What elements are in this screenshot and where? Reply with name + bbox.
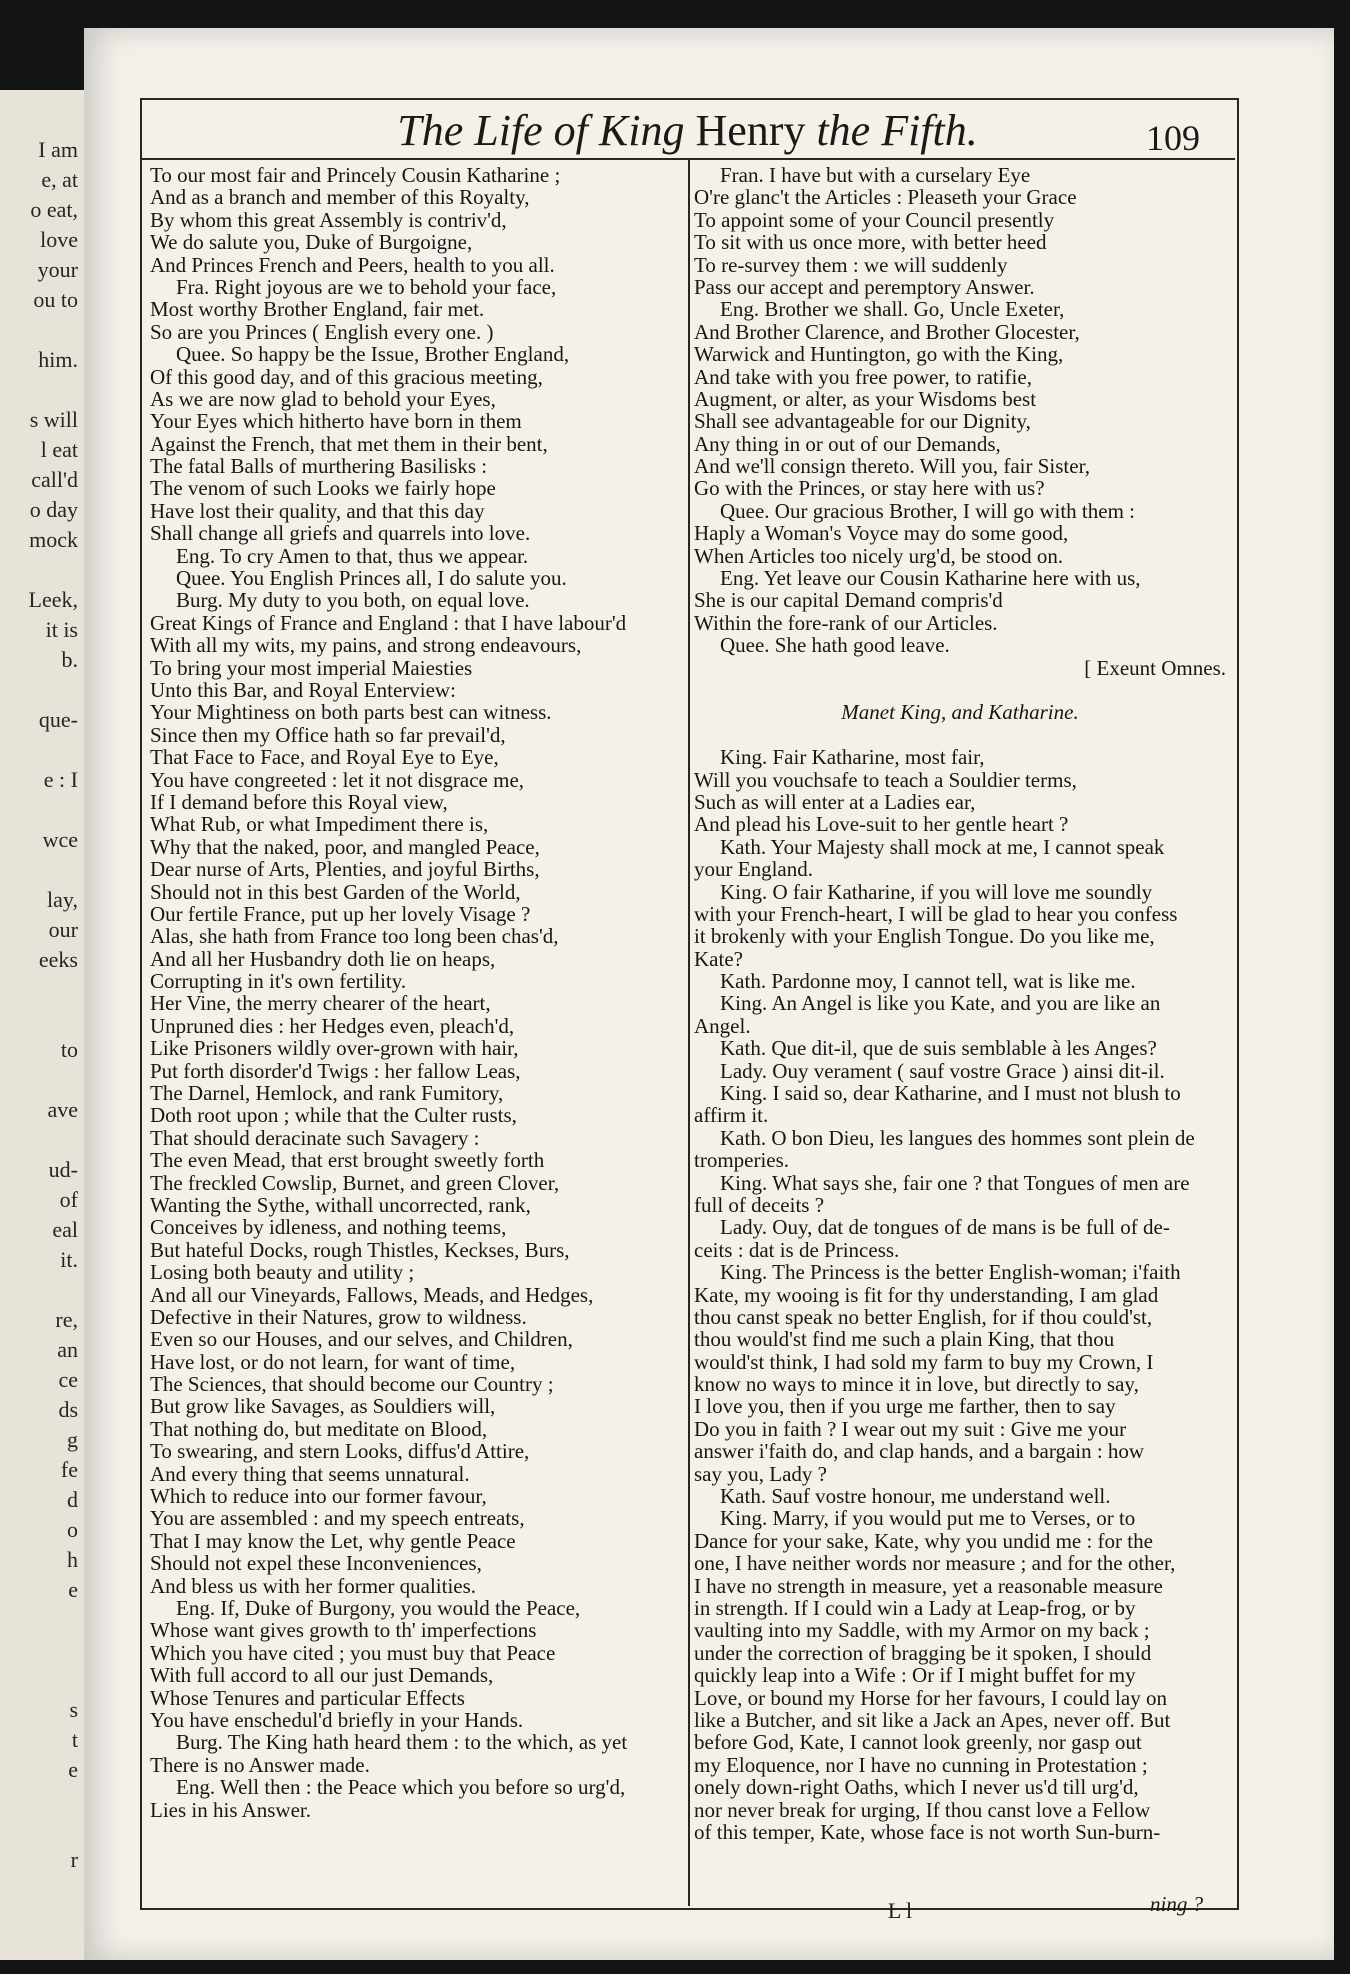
text-line: That Face to Face, and Royal Eye to Eye, <box>150 745 499 770</box>
previous-page-fragment: him. <box>38 347 78 372</box>
text-line: Unto this Bar, and Royal Enterview: <box>150 677 456 702</box>
text-line: Doth root upon ; while that the Culter rusts, <box>150 1103 517 1128</box>
text-line: When Articles too nicely urg'd, be stood on. <box>694 543 1064 568</box>
running-head-ordinal: the Fifth. <box>816 106 978 155</box>
text-line: With full accord to all our just Demands, <box>150 1663 494 1688</box>
text-line: That nothing do, but meditate on Blood, <box>150 1416 488 1441</box>
text-line: Such as will enter at a Ladies ear, <box>694 789 976 814</box>
text-line <box>694 679 1226 701</box>
text-line: [ Exeunt Omnes. <box>1084 655 1226 680</box>
text-line: That should deracinate such Savagery : <box>150 1125 480 1150</box>
text-line: Should not in this best Garden of the World, <box>150 879 521 904</box>
text-line: Like Prisoners wildly over-grown with hair, <box>150 1036 519 1061</box>
previous-page-fragment: our <box>48 917 78 942</box>
text-line: Any thing in or out of our Demands, <box>694 431 1001 456</box>
text-line: Alas, she hath from France too long been chas'd, <box>150 924 559 949</box>
previous-page-fragment: an <box>57 1337 78 1362</box>
previous-page-fragment: d <box>67 1487 78 1512</box>
text-line: Lady. Ouy verament ( sauf vostre Grace ) ainsi dit-il. <box>720 1058 1165 1083</box>
text-line: Do you in faith ? I wear out my suit : Give me your <box>694 1416 1127 1441</box>
text-line: King. An Angel is like you Kate, and you are like an <box>720 991 1161 1016</box>
text-line: Of this good day, and of this gracious meeting, <box>150 364 543 389</box>
text-line: Put forth disorder'd Twigs : her fallow Leas, <box>150 1058 521 1083</box>
text-line: Haply a Woman's Voyce may do some good, <box>694 521 1069 546</box>
text-line: Eng. Yet leave our Cousin Katharine here with us, <box>720 566 1141 591</box>
text-line: Kath. Sauf vostre honour, me understand well. <box>720 1484 1111 1509</box>
text-line: Eng. Well then : the Peace which you before so urg'd, <box>176 1775 626 1800</box>
text-line: King. Fair Katharine, most fair, <box>720 745 985 770</box>
text-line: Quee. She hath good leave. <box>720 633 950 658</box>
text-line: I love you, then if you urge me farther, then to say <box>694 1394 1116 1419</box>
text-line: Against the French, that met them in their bent, <box>150 431 548 456</box>
right-text-column <box>694 164 1226 1843</box>
text-line: Fra. Right joyous are we to behold your face, <box>176 274 557 299</box>
text-line: And plead his Love-suit to her gentle heart ? <box>694 812 1069 837</box>
text-line: Pass our accept and peremptory Answer. <box>694 274 1035 299</box>
previous-page-fragment: eeks <box>38 947 78 972</box>
text-line: The Sciences, that should become our Country ; <box>150 1372 554 1397</box>
text-line: Whose want gives growth to th' imperfections <box>150 1618 537 1643</box>
text-line: Burg. The King hath heard them : to the which, as yet <box>176 1730 628 1755</box>
text-line: And all her Husbandry doth lie on heaps, <box>150 946 496 971</box>
previous-page-fragment: o day <box>29 497 78 522</box>
text-line: before God, Kate, I cannot look greenly, nor gasp out <box>694 1730 1142 1755</box>
text-line: And take with you free power, to ratifie, <box>694 364 1032 389</box>
text-line: And all our Vineyards, Fallows, Meads, and Hedges, <box>150 1282 594 1307</box>
running-head <box>140 106 1235 156</box>
text-line <box>694 724 1226 746</box>
text-line: Even so our Houses, and our selves, and Children, <box>150 1327 573 1352</box>
text-line: Kath. Your Majesty shall mock at me, I cannot speak <box>720 834 1165 859</box>
text-line: Your Eyes which hitherto have born in them <box>150 409 522 434</box>
text-line: Quee. Our gracious Brother, I will go with them : <box>720 498 1135 523</box>
text-line: Losing both beauty and utility ; <box>150 1260 415 1285</box>
text-line: King. I said so, dear Katharine, and I must not blush to <box>720 1081 1181 1106</box>
left-text-column <box>150 164 670 1821</box>
text-line: say you, Lady ? <box>694 1461 827 1486</box>
text-line: in strength. If I could win a Lady at Leap-frog, or by <box>694 1596 1136 1620</box>
text-line: King. What says she, fair one ? that Tongues of men are <box>720 1170 1190 1195</box>
previous-page-fragment: t <box>71 1727 78 1752</box>
previous-page-fragment: e, at <box>41 167 78 192</box>
text-line: Her Vine, the merry chearer of the heart, <box>150 991 491 1016</box>
running-head-title: The Life of King <box>397 106 685 155</box>
text-line: Lady. Ouy, dat de tongues of de mans is be full of de- <box>720 1215 1170 1240</box>
previous-page-fragment: fe <box>60 1457 78 1482</box>
previous-page-fragment: b. <box>61 647 78 672</box>
text-line: it brokenly with your English Tongue. Do you like me, <box>694 924 1155 949</box>
column-rule <box>688 160 690 1906</box>
text-line: To sit with us once more, with better heed <box>694 230 1047 255</box>
previous-page-fragment: l eat <box>40 437 78 462</box>
previous-page-fragment: I am <box>38 137 78 162</box>
text-line: Will you vouchsafe to teach a Souldier terms, <box>694 767 1077 792</box>
page-number: 109 <box>1146 118 1200 158</box>
previous-page-fragment: s will <box>29 407 78 432</box>
text-line: vaulting into my Saddle, with my Armor on my back ; <box>694 1618 1150 1643</box>
text-line: Your Mightiness on both parts best can witness. <box>150 700 552 725</box>
text-line: of this temper, Kate, whose face is not worth Sun-burn- <box>694 1819 1161 1844</box>
text-line: King. Marry, if you would put me to Verses, or to <box>720 1506 1136 1531</box>
text-line: your England. <box>694 857 813 882</box>
text-line: Dear nurse of Arts, Plenties, and joyful Births, <box>150 857 540 882</box>
text-line: Unpruned dies : her Hedges even, pleach'd, <box>150 1013 515 1038</box>
text-line: Great Kings of France and England : that I have labour'd <box>150 610 627 635</box>
previous-page-edge <box>0 90 86 1960</box>
previous-page-fragment: que- <box>38 707 78 732</box>
text-line: Have lost their quality, and that this day <box>150 498 485 523</box>
text-line: my Eloquence, nor I have no cunning in Protestation ; <box>694 1752 1148 1777</box>
previous-page-fragment: love <box>40 227 78 252</box>
text-line: Shall see advantageable for our Dignity, <box>694 409 1031 434</box>
signature-mark: L l <box>887 1898 913 1923</box>
previous-page-fragment: it. <box>60 1247 78 1272</box>
text-line: Within the fore-rank of our Articles. <box>694 610 998 635</box>
text-line: Eng. If, Duke of Burgony, you would the Peace, <box>176 1596 581 1620</box>
text-line: Eng. Brother we shall. Go, Uncle Exeter, <box>720 297 1065 322</box>
text-line: quickly leap into a Wife : Or if I might buffet for my <box>694 1663 1136 1688</box>
text-line: Have lost, or do not learn, for want of time, <box>150 1349 516 1374</box>
previous-page-fragment: your <box>37 257 78 282</box>
text-line: By whom this great Assembly is contriv'd, <box>150 207 507 232</box>
text-line: tromperies. <box>694 1148 790 1173</box>
text-line: You are assembled : and my speech entreats, <box>150 1506 525 1531</box>
text-line: I have no strength in measure, yet a reasonable measure <box>694 1573 1163 1598</box>
text-line: answer i'faith do, and clap hands, and a bargain : how <box>694 1439 1145 1464</box>
text-line: There is no Answer made. <box>150 1752 370 1777</box>
text-line: Kate? <box>694 946 743 971</box>
text-line: The venom of such Looks we fairly hope <box>150 476 496 501</box>
text-line: like a Butcher, and sit like a Jack an Apes, never off. But <box>694 1707 1171 1732</box>
text-line: Whose Tenures and particular Effects <box>150 1685 465 1710</box>
text-line: Love, or bound my Horse for her favours, I could lay on <box>694 1685 1167 1710</box>
previous-page-fragment: lay, <box>47 887 78 912</box>
text-line: King. The Princess is the better English-woman; i'faith <box>720 1260 1181 1285</box>
text-line: onely down-right Oaths, which I never us'd till urg'd, <box>694 1775 1139 1800</box>
text-line: And Princes French and Peers, health to you all. <box>150 252 555 277</box>
text-line: Kath. O bon Dieu, les langues des hommes sont plein de <box>720 1125 1195 1150</box>
text-line: Kate, my wooing is fit for thy understanding, I am glad <box>694 1282 1159 1307</box>
text-line: full of deceits ? <box>694 1192 825 1217</box>
text-line: Which to reduce into our former favour, <box>150 1484 487 1509</box>
text-line: thou would'st find me such a plain King, that thou <box>694 1327 1115 1352</box>
text-line: As we are now glad to behold your Eyes, <box>150 386 496 411</box>
previous-page-fragment: call'd <box>31 467 78 492</box>
text-line: Which you have cited ; you must buy that Peace <box>150 1640 556 1665</box>
text-line: affirm it. <box>694 1103 769 1128</box>
previous-page-fragment: g <box>67 1427 78 1452</box>
text-line: ceits : dat is de Princess. <box>694 1237 900 1262</box>
previous-page-fragment: re, <box>55 1307 78 1332</box>
text-line: She is our capital Demand compris'd <box>694 588 1003 613</box>
text-line: Conceives by idleness, and nothing teems, <box>150 1215 507 1240</box>
previous-page-fragment: eal <box>52 1217 78 1242</box>
text-line: know no ways to mince it in love, but directly to say, <box>694 1372 1139 1397</box>
text-line: And as a branch and member of this Royalty, <box>150 185 530 210</box>
catchword: ning ? <box>1150 1892 1204 1916</box>
previous-page-fragment: to <box>60 1037 78 1062</box>
text-line: To appoint some of your Council presently <box>694 207 1055 232</box>
text-line: Manet King, and Katharine. <box>841 700 1079 725</box>
text-line: Lies in his Answer. <box>150 1797 311 1822</box>
text-line: If I demand before this Royal view, <box>150 789 448 814</box>
previous-page-fragment: Leek, <box>28 587 78 612</box>
text-line: with your French-heart, I will be glad to hear you confess <box>694 901 1178 926</box>
text-line: The fatal Balls of murthering Basilisks : <box>150 454 488 479</box>
text-line: The freckled Cowslip, Burnet, and green Clover, <box>150 1170 560 1195</box>
previous-page-fragment: ou to <box>33 287 78 312</box>
text-line: O're glanc't the Articles : Pleaseth your Grace <box>694 185 1077 210</box>
text-line: So are you Princes ( English every one. ) <box>150 319 494 344</box>
text-line: Kath. Que dit-il, que de suis semblable à les Anges? <box>720 1036 1157 1061</box>
previous-page-fragment: e <box>68 1577 78 1602</box>
text-line: Augment, or alter, as your Wisdoms best <box>694 386 1037 411</box>
previous-page-fragment: ds <box>58 1397 78 1422</box>
previous-page-fragment: it is <box>45 617 78 642</box>
text-line: But hateful Docks, rough Thistles, Keckses, Burs, <box>150 1237 570 1262</box>
previous-page-fragment: o eat, <box>30 197 78 222</box>
previous-page-fragment: ave <box>47 1097 78 1122</box>
text-line: Quee. You English Princes all, I do salute you. <box>176 566 567 591</box>
text-line: You have congreeted : let it not disgrace me, <box>150 767 525 792</box>
text-line: Fran. I have but with a curselary Eye <box>720 163 1031 187</box>
text-line: King. O fair Katharine, if you will love me soundly <box>720 879 1153 904</box>
running-head-name: Henry <box>695 106 806 155</box>
text-line: one, I have neither words nor measure ; and for the other, <box>694 1551 1176 1576</box>
text-line: Wanting the Sythe, withall uncorrected, rank, <box>150 1192 531 1217</box>
text-line: We do salute you, Duke of Burgoigne, <box>150 230 473 255</box>
text-line: nor never break for urging, If thou canst love a Fellow <box>694 1797 1151 1822</box>
text-line: The even Mead, that erst brought sweetly forth <box>150 1148 545 1173</box>
text-line: That I may know the Let, why gentle Peace <box>150 1528 516 1553</box>
text-line: Warwick and Huntington, go with the King, <box>694 342 1064 367</box>
text-line: And every thing that seems unnatural. <box>150 1461 470 1486</box>
text-line: To re-survey them : we will suddenly <box>694 252 1008 277</box>
text-line: Angel. <box>694 1013 751 1038</box>
text-line: With all my wits, my pains, and strong endeavours, <box>150 633 582 658</box>
text-line: Dance for your sake, Kate, why you undid me : for the <box>694 1528 1153 1553</box>
text-line: Should not expel these Inconveniences, <box>150 1551 482 1576</box>
previous-page-fragment: s <box>69 1697 78 1722</box>
text-line: Go with the Princes, or stay here with us? <box>694 476 1045 501</box>
text-line: And bless us with her former qualities. <box>150 1573 477 1598</box>
text-line: Since then my Office hath so far prevail'd, <box>150 722 506 747</box>
text-line: And we'll consign thereto. Will you, fair Sister, <box>694 454 1090 479</box>
previous-page-fragment: mock <box>29 527 78 552</box>
text-line: And Brother Clarence, and Brother Glocester, <box>694 319 1080 344</box>
text-line: To swearing, and stern Looks, diffus'd Attire, <box>150 1439 530 1464</box>
text-line: Defective in their Natures, grow to wildness. <box>150 1304 527 1329</box>
text-line: You have enschedul'd briefly in your Hands. <box>150 1707 524 1732</box>
previous-page-fragment: e : I <box>43 767 78 792</box>
text-line: Shall change all griefs and quarrels into love. <box>150 521 531 546</box>
previous-page-fragment: ce <box>58 1367 78 1392</box>
text-line: under the correction of bragging be it spoken, I should <box>694 1640 1152 1665</box>
text-line: To our most fair and Princely Cousin Katharine ; <box>150 163 561 187</box>
previous-page-fragment: o <box>67 1517 78 1542</box>
text-line: would'st think, I had sold my farm to buy my Crown, I <box>694 1349 1154 1374</box>
text-line: Kath. Pardonne moy, I cannot tell, wat is like me. <box>720 969 1136 994</box>
text-line: To bring your most imperial Maiesties <box>150 655 473 680</box>
text-line: Most worthy Brother England, fair met. <box>150 297 485 322</box>
text-line: Our fertile France, put up her lovely Visage ? <box>150 901 531 926</box>
text-line: Corrupting in it's own fertility. <box>150 969 407 994</box>
previous-page-fragment: h <box>67 1547 78 1572</box>
text-line: Quee. So happy be the Issue, Brother England, <box>176 342 570 367</box>
previous-page-fragment: wce <box>42 827 78 852</box>
text-line: Burg. My duty to you both, on equal love. <box>176 588 530 613</box>
previous-page-fragment: ud- <box>48 1157 78 1182</box>
text-line: But grow like Savages, as Souldiers will, <box>150 1394 496 1419</box>
text-line: Eng. To cry Amen to that, thus we appear. <box>176 543 529 568</box>
previous-page-fragment: r <box>70 1847 78 1872</box>
previous-page-fragment: of <box>59 1187 78 1212</box>
previous-page-fragment: e <box>68 1757 78 1782</box>
text-line: What Rub, or what Impediment there is, <box>150 812 489 837</box>
text-line: Why that the naked, poor, and mangled Peace, <box>150 834 540 859</box>
text-line: The Darnel, Hemlock, and rank Fumitory, <box>150 1081 504 1106</box>
text-line: thou canst speak no better English, for if thou could'st, <box>694 1304 1153 1329</box>
